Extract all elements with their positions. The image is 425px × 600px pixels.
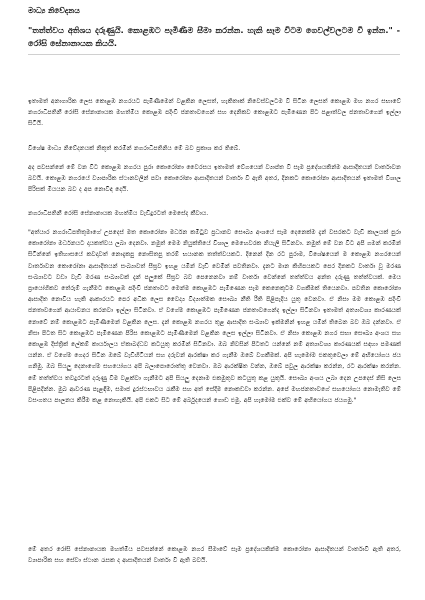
body-paragraph: මේ අතර රෝසි සේනානායක මහත්මිය පවසන්නේ කොළඹ නගර සීමාවේ සෑම ප්‍රදේශයකින්ම කොරෝනා ආසාදිතයන් වාර්තාවී ඇති අතර, ව්‍යාපාරික සහ සේවා ස්ථාන රැසක ද ආසාදිතයන් වාර්තා වී ඇති බවයි. (28, 546, 401, 565)
body-paragraph: ඉතාමත් අනාගාරික ලෙස කොළඹ නගරයට පැමිණීමෙන් වළකින ලෙසත්, හැකිතාක් නිවෙස්වලටම වී සිටින ලෙසත් කොළඹ මහ නගර සභාවේ නගරාධිපතිනී රෝසි සේනානායක මහත්මිය කොළඹ පදිංචි ජනතාවගෙන් සහ දෙනිකව කොළඹට පැමිණෙන පිට පළාත්වල ජනතාවගෙන් ඉල්ලා සිටියි. (28, 98, 401, 128)
lead-quote: "තත්ත්වය අතිශය දරුණුයි. කොළඹට පැමිණීම සීමා කරන්න. හැකි සෑම විටම ගෙවල්වලටම වී ඉන්න." - රෝසි සේනානායක කියයි. (28, 24, 400, 55)
body-paragraph: අද පවසන්නේ මේ වන විට කොළඹ නගරය පුරා කොරෝනා වෛරසය ඉතාමත් වේගයෙන් ව්‍යාප්ත වී සෑම ප්‍රදේශයකින්ම ආසාදිතයන් වාර්තාවන බවයි. කොළඹ නගරයේ ව්‍යාපාරික ස්ථානවලින් පවා කොරෝනා ආසාදිතයන් වාර්තා වී ඇති අතර, දිනකට කොරෝනා ආසාදිතයන් ඉතාමත් විශාල පිරිසක් මියයන බව ද අප නොවිඳ දෙයි. (28, 164, 401, 194)
quoted-statement: "අත්යාර නගරාධිපතිතුමාගේ උපදෙස් මත කොරෝනා මර්ධන කමිටුව ප්‍රධානව සෞඛ්‍ය අංශයේ සෑම දෙනෙක්ම දැන් වසරකට වැඩි කාලයක් පුරා කොරෝනා මර්ධනයට දායකත්වය ලබා දෙනවා. නමුත් මෙම නියුක්තියේ විශාල මෙහෙවරක නියැලී සිටිනවා. නමුත් මේ වන විට අපි ගමන් කරමින් සිටින්නේ ඉතිහාසයේ කවදාවත් නොදැකපු නොසිතපු තරම් භයානක තත්ත්වයකට. දිනෙන් දින රට පුරාම, විශේෂයෙන් ම කොළඹ නගරයෙන් වාර්තාවන කොරෝනා ආසාදිතයන් සංඛ්‍යාවත් සීඝ්‍රව ඉහළ යමින් වැඩි වෙමින් පවතිනවා. දැනට මාන කිහිපයකට පෙර දිනකට වාර්තා වූ මරණ සංඛ්‍යාවට වඩා වැඩි මරණ සංඛ්‍යාවක් දැන් පලුකේ සීඝ්‍රව බව පෙනෙනවා නම් වාර්තා වෙන්නේ තත්ත්වය අන්ත දරුණු තත්ත්වයක්. මෙය ප්‍රායෝගිකව තේරුම් ගැනීමට කොළඹ පදිංචි ජනතාවට මෙන්ම කොළඹට පැමිණෙන සෑම කෙනෙකුටම වගකීමක් තියෙනවා. පවතින කොරෝනා ආසාදිත නොවිය හැකි ආකාරයට පෙර අධික ලෙස වෛද්‍ය විද්‍යාත්මක සෞඛ්‍ය නීති රීති පිළිපැදිය යුතු වෙනවා. ඒ නිසා මම කොළඹ පදිංචි ජනතාවගෙන් ආයාචනය කරනවා ඉල්ලා සිටිනවා. ඒ වගේම කොළඹට පැමිණෙන ජනතාවගෙන්ද ඉල්ලා සිටිනවා ඉතාමත් අත්‍යාවශ්‍ය කාරණයක් නොවේ නම් කොළඹට පැමිණීමෙන් වළකින ලෙස. දැන් කොළඹ නගරය තුළ ආසාදිත සංඛ්‍යාව ඉක්මනින් ඉහළ යමින් තිබෙන බව ඔබ දන්නවා. ඒ නිසා පිටත සිට කොළඹට පැමිණෙන පිරිස කොළඹට පැමිණීමෙන් වළකින ලෙස ඉල්ලා සිටිනවා. ඒ නිසා කොළඹ නගර සභා සෞඛ්‍ය අංශය සහ කොළඹ දිස්ත්‍රික් ලේකම් කාර්යාලය ඒකාබද්ධව කටයුතු කරමින් සිටිනවා. ඔබ නිවසින් පිටතට යන්නේ නම් අත්‍යාවශ්‍ය කාරණයක් සඳහා පමණක් යන්න. ඒ වගේම ගෙදර සිටින ඔබේ වැඩිහිටියන් සහ දරුවන් ආරක්ෂා කර ගැනීම ඔබේ වගකීමක්. අපි හැමෝම එකතුවෙලා මේ අභියෝගය ජය ගනිමු. ඔබ සියලු දෙනාගේම සහයෝගය අපි බලාපොරොත්තු වෙනවා. ඔබ ආරක්ෂිත වන්න, ඔබේ පවුල ආරක්ෂා කරන්න, රට ආරක්ෂා කරන්න. මේ තත්ත්වය තවදුරටත් දරුණු වීම වළක්වා ගැනීමට අපි සියලු දෙනාම එකමුතුව කටයුතු කළ යුතුයි. සෞඛ්‍ය අංශය ලබා දෙන උපදෙස් නිසි ලෙස පිළිපදින්න. මුඛ ආවරණ පැළඳීම, සමාජ දුරස්ථභාවය රැකීම සහ අත් සේදීම නොකඩවා කරන්න. අපේ මහජනතාවගේ සහයෝගය නොමැතිව මේ වසංගතය පාලනය කිරීම කළ නොහැකියි. අපි එකට සිට මේ අර්බුදයෙන් ගොඩ එමු. අපි හැමෝම එක්ව මේ අභියෝගය ජයගමු." (28, 229, 401, 405)
body-paragraph: නගරාධිපතිනී රෝසි සේනානායක මහත්මිය වැඩිදුරටත් මෙසේද කීවාය. (28, 210, 209, 217)
body-paragraph: විශේෂ මාධ්‍ය නිවේදනයක් නිකුත් කරමින් නගරාධිපතිනිය මේ බව ප්‍රකාශ කර තිබේ. (28, 145, 241, 152)
document-header: මාධ්‍ය නිවේදනය (28, 6, 80, 15)
